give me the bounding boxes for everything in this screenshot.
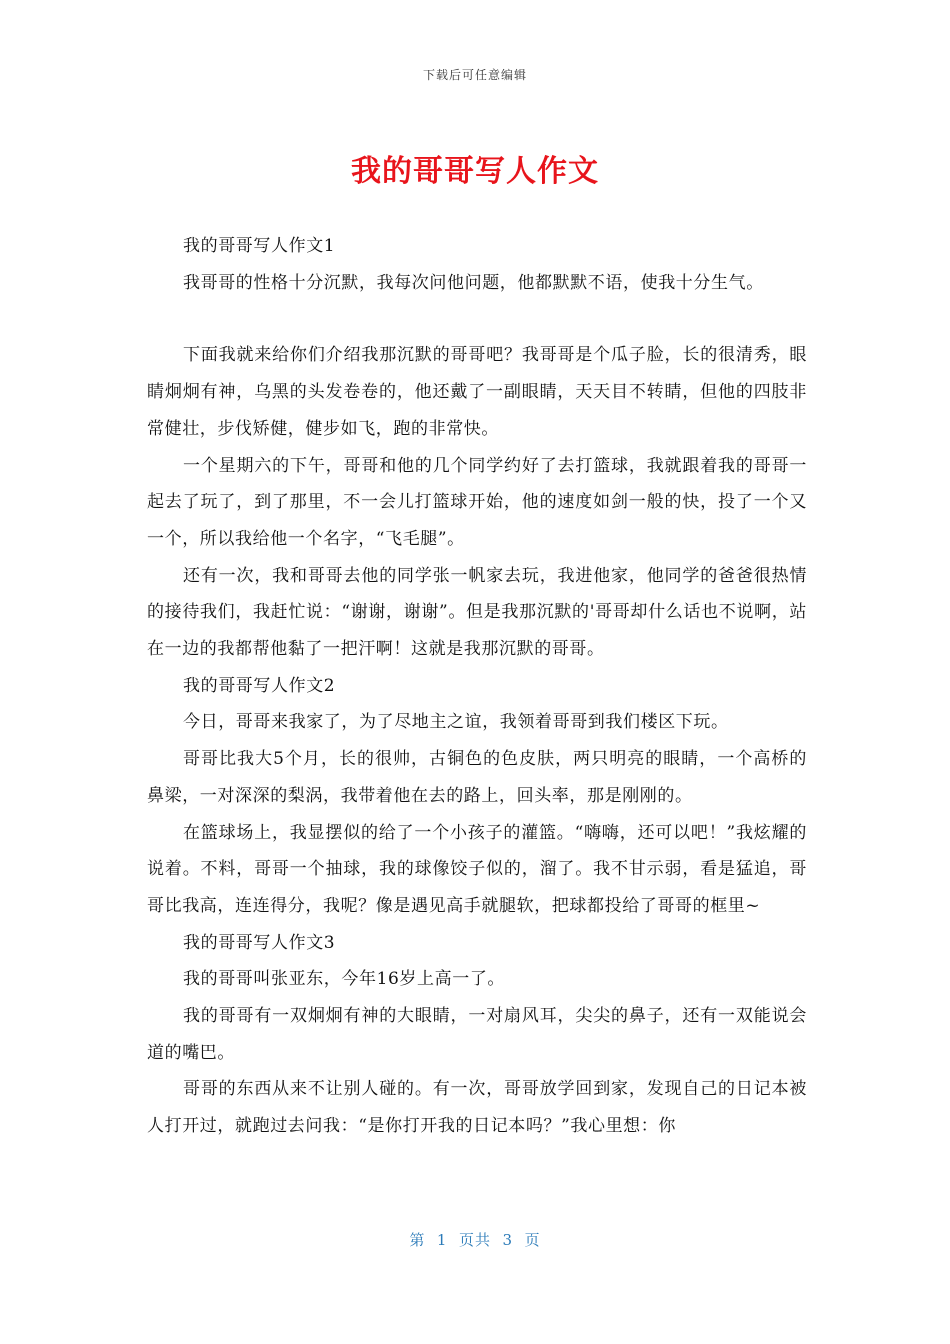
- section-heading: 我的哥哥写人作文1: [183, 236, 336, 256]
- paragraph: 在篮球场上，我显摆似的给了一个小孩子的灌篮。“嗨嗨，还可以吧！”我炫耀的说着。不料，哥哥一个抽球，我的球像饺子似的，溜了。我不甘示弱，看是猛追，哥哥比我高，连连得分，我呢？像是遇见高手就腿软，把球都投给了哥哥的框里~: [147, 822, 807, 916]
- document-title: 我的哥哥写人作文: [351, 154, 599, 189]
- paragraph: 下面我就来给你们介绍我那沉默的哥哥吧？我哥哥是个瓜子脸，长的很清秀，眼睛炯炯有神，乌黑的头发卷卷的，他还戴了一副眼睛，天天目不转睛，但他的四肢非常健壮，步伐矫健，健步如飞，跑的非常快。: [147, 345, 807, 439]
- paragraph: 还有一次，我和哥哥去他的同学张一帆家去玩，我进他家，他同学的爸爸很热情的接待我们，我赶忙说：“谢谢，谢谢”。但是我那沉默的'哥哥却什么话也不说啊，站在一边的我都帮他黏了一把汗啊！这就是我那沉默的哥哥。: [147, 565, 807, 660]
- paragraph: 哥哥比我大5个月，长的很帅，古铜色的色皮肤，两只明亮的眼睛，一个高桥的鼻梁，一对深深的梨涡，我带着他在去的路上，回头率，那是刚刚的。: [147, 749, 807, 806]
- section-heading: 我的哥哥写人作文3: [183, 932, 336, 953]
- page-footer: 第 1 页共 3 页: [409, 1231, 541, 1249]
- paragraph: 哥哥的东西从来不让别人碰的。有一次，哥哥放学回到家，发现自己的日记本被人打开过，就跑过去问我：“是你打开我的日记本吗？”我心里想：你: [147, 1079, 807, 1137]
- document-body: [147, 228, 807, 1145]
- paragraph: 我的哥哥有一双炯炯有神的大眼睛，一对扇风耳，尖尖的鼻子，还有一双能说会道的嘴巴。: [147, 1006, 807, 1063]
- paragraph: 今日，哥哥来我家了，为了尽地主之谊，我领着哥哥到我们楼区下玩。: [183, 712, 729, 733]
- header-note: 下载后可任意编辑: [422, 68, 527, 82]
- paragraph: 我哥哥的性格十分沉默，我每次问他问题，他都默默不语，使我十分生气。: [183, 272, 764, 293]
- paragraph: 我的哥哥叫张亚东，今年16岁上高一了。: [183, 969, 506, 990]
- paragraph: 一个星期六的下午，哥哥和他的几个同学约好了去打篮球，我就跟着我的哥哥一起去了玩了，到了那里，不一会儿打篮球开始，他的速度如剑一般的快，投了一个又一个，所以我给他一个名字，“飞毛腿”。: [147, 455, 807, 549]
- section-heading: 我的哥哥写人作文2: [183, 675, 336, 696]
